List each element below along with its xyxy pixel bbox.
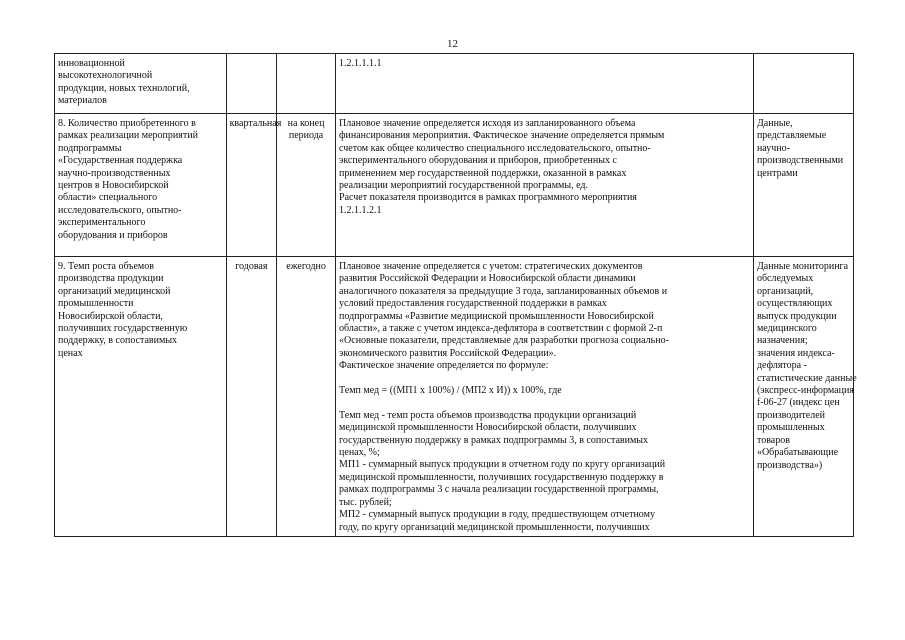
cell-line: получивших государственную <box>58 323 188 335</box>
cell-line: финансирования мероприятия. Фактическое значение определяется прямым <box>339 130 665 142</box>
cell-line: «Обрабатывающие <box>756 447 839 459</box>
cell-line: продукции, новых технологий, <box>58 82 190 94</box>
cell-line: подпрограммы «Развитие медицинской промышленности Новосибирской <box>339 310 654 322</box>
cell-line: государственную поддержку в рамках подпрограммы 3, в сопоставимых <box>339 434 649 446</box>
cell-line: 1.2.1.1.2.1 <box>339 204 382 216</box>
cell-line: экспериментального оборудования и приборов, приобретенных с <box>339 155 617 167</box>
cell-line: медицинской промышленности Новосибирской области, получивших <box>339 422 637 434</box>
cell-line: 8. Количество приобретенного в <box>58 118 196 129</box>
cell-line: «Основные показатели, представляемые для разработки прогноза социально- <box>339 335 669 347</box>
cell-line: 1.2.1.1.1.1 <box>339 58 382 69</box>
cell-line: производителей <box>756 409 825 421</box>
cell-line: ценах, %; <box>339 447 380 459</box>
cell-line: Темп мед - темп роста объемов производства продукции организаций <box>339 409 637 421</box>
indicator-cell <box>55 54 227 114</box>
cell-line: медицинской промышленности, получивших государственную поддержку в <box>339 471 664 483</box>
cell-line: Данные мониторинга <box>756 261 849 272</box>
method-cell <box>336 257 754 537</box>
cell-line: тыс. рублей; <box>339 496 392 508</box>
cell-line: выпуск продукции <box>756 310 837 322</box>
cell-line: на конец <box>287 118 325 129</box>
cell-line: годовая <box>235 261 268 272</box>
cell-line: ценах <box>58 347 83 359</box>
cell-line: МП1 - суммарный выпуск продукции в отчетном году по кругу организаций <box>339 459 666 471</box>
cell-line: экспериментального <box>58 217 146 229</box>
cell-line <box>339 373 750 385</box>
cell-line: центров в Новосибирской <box>58 180 169 192</box>
periodicity-cell <box>226 54 277 114</box>
cell-line: товаров <box>756 434 790 446</box>
cell-line: квартальная <box>229 118 282 129</box>
indicator-cell <box>55 114 227 257</box>
source-cell <box>753 114 853 257</box>
cell-line: Данные, <box>756 118 793 129</box>
cell-line: (экспресс-информация <box>756 385 854 397</box>
cell-line: организаций, <box>756 285 814 297</box>
method-cell <box>336 54 754 114</box>
cell-line: оборудования и приборов <box>58 229 168 241</box>
cell-line: значения индекса- <box>756 347 835 359</box>
cell-line: инновационной <box>58 58 125 69</box>
time-cell <box>277 257 336 537</box>
cell-line: области», а также с учетом индекса-дефлятора в соответствии с формой 2-п <box>339 323 663 335</box>
time-cell <box>277 114 336 257</box>
cell-line: f-06-27 (индекс цен <box>756 397 840 409</box>
cell-line: рамках подпрограммы 3 с начала реализации государственной программы, <box>339 484 659 496</box>
cell-line: Фактическое значение определяется по формуле: <box>339 360 549 372</box>
cell-line: развития Российской Федерации и Новосибирской области динамики <box>339 273 636 285</box>
cell-line: реализации мероприятий государственной программы, ед. <box>339 180 588 192</box>
cell-line: 9. Темп роста объемов <box>58 261 154 272</box>
page-number: 12 <box>447 38 458 50</box>
cell-line: аналогичного показателя за предыдущие 3 года, запланированных объемов и <box>339 285 668 297</box>
cell-line: применением мер государственной поддержки, оказанной в рамках <box>339 167 627 179</box>
cell-line: производства продукции <box>58 273 164 285</box>
table-row <box>55 54 854 114</box>
cell-line: дефлятора - <box>756 360 807 372</box>
cell-line: области» специального <box>58 192 158 204</box>
cell-line <box>339 397 750 409</box>
cell-line: Темп мед = ((МП1 x 100%) / (МП2 x И)) x 100%, где <box>339 385 562 397</box>
source-cell <box>753 257 857 537</box>
cell-line: материалов <box>58 95 107 107</box>
cell-line: «Государственная поддержка <box>58 155 183 167</box>
cell-line: статистические данные <box>756 372 857 384</box>
cell-line: ежегодно <box>286 261 326 272</box>
cell-line: организаций медицинской <box>58 285 171 297</box>
indicators-table <box>54 53 857 537</box>
cell-line: обследуемых <box>756 273 814 285</box>
cell-line: Новосибирской области, <box>58 310 163 322</box>
cell-line: Плановое значение определяется с учетом: стратегических документов <box>339 261 643 272</box>
cell-line: экономического развития Российской Федерации». <box>339 347 557 359</box>
table-row <box>55 114 854 257</box>
time-cell <box>277 54 336 114</box>
table-row <box>55 257 854 537</box>
cell-line: рамках реализации мероприятий <box>58 130 198 142</box>
source-cell <box>753 54 853 114</box>
cell-line: высокотехнологичной <box>58 70 153 82</box>
cell-line: условий предоставления государственной поддержки в рамках <box>339 298 607 310</box>
periodicity-cell <box>226 257 277 537</box>
periodicity-cell <box>226 114 282 257</box>
cell-line: Расчет показателя производится в рамках программного мероприятия <box>339 192 637 204</box>
cell-line: медицинского <box>756 323 817 335</box>
cell-line: периода <box>288 130 324 142</box>
cell-line: представляемые <box>756 130 827 142</box>
indicator-cell <box>55 257 227 537</box>
cell-line: подпрограммы <box>58 142 122 154</box>
cell-line: исследовательского, опытно- <box>58 204 182 216</box>
cell-line: промышленных <box>756 422 825 434</box>
cell-line: Плановое значение определяется исходя из запланированного объема <box>339 118 636 129</box>
cell-line: поддержку, в сопоставимых <box>58 335 178 347</box>
cell-line: осуществляющих <box>756 298 833 310</box>
cell-line: МП2 - суммарный выпуск продукции в году, предшествующем отчетному <box>339 509 655 521</box>
cell-line: производства») <box>756 459 823 471</box>
cell-line: научно-производственных <box>58 167 171 179</box>
cell-line: научно- <box>756 142 790 154</box>
cell-line: году, по кругу организаций медицинской промышленности, получивших <box>339 521 650 533</box>
cell-line: счетом как общее количество специального исследовательского, опытно- <box>339 142 651 154</box>
cell-line: центрами <box>756 167 798 179</box>
cell-line: промышленности <box>58 298 134 310</box>
cell-line: производственными <box>756 155 844 167</box>
cell-line: назначения; <box>756 335 808 347</box>
method-cell <box>336 114 754 257</box>
